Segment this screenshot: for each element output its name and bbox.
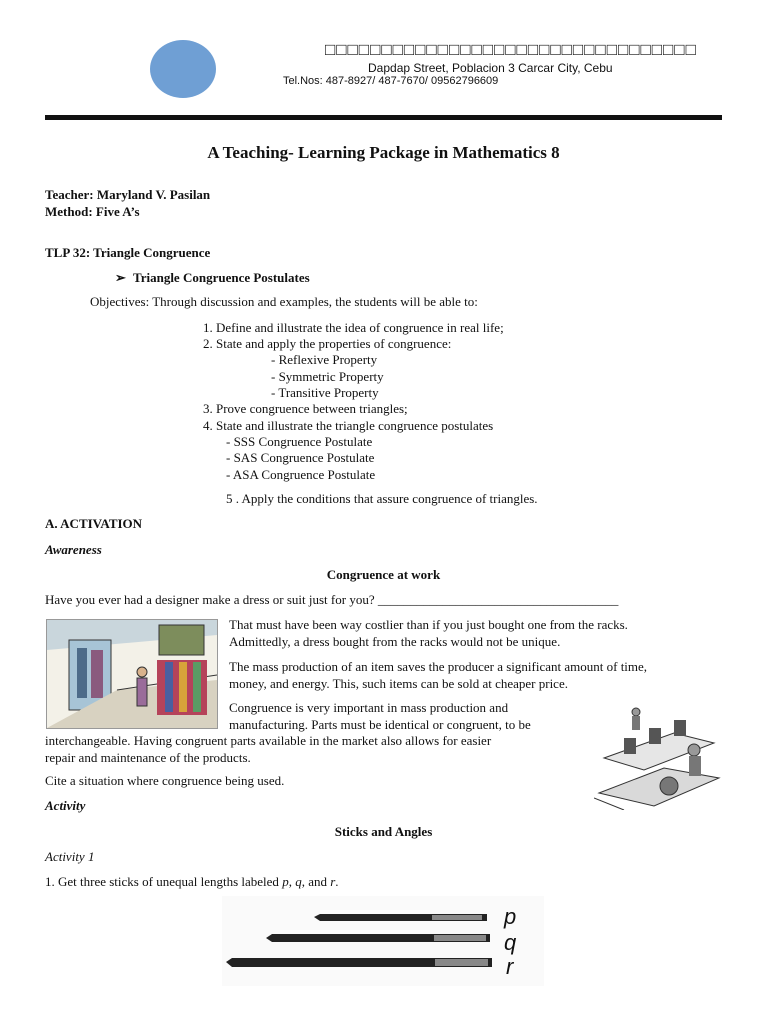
objectives-intro: Objectives: Through discussion and examples, the students will be able to: bbox=[90, 294, 478, 309]
postulate-sas: - SAS Congruence Postulate bbox=[226, 450, 375, 465]
activity-1-label: Activity 1 bbox=[45, 849, 95, 864]
cite-situation: Cite a situation where congruence being used. bbox=[45, 773, 285, 788]
header-divider bbox=[45, 115, 722, 120]
property-reflexive: - Reflexive Property bbox=[271, 352, 378, 367]
step-1-sep1: , bbox=[288, 874, 296, 889]
school-logo bbox=[150, 40, 216, 98]
stick-label-p: p bbox=[504, 904, 517, 929]
tlp-heading: TLP 32: Triangle Congruence bbox=[45, 245, 211, 260]
sticks-and-angles-heading: Sticks and Angles bbox=[334, 824, 433, 839]
awareness-heading: Awareness bbox=[45, 542, 102, 557]
sticks-drawing bbox=[222, 896, 544, 986]
postulate-asa: - ASA Congruence Postulate bbox=[226, 467, 376, 482]
school-name: □□□□□□□□□□□□□□□□□□□□□□□□□□□□□□□□□ bbox=[325, 40, 697, 59]
stick-p bbox=[314, 914, 487, 921]
stick-label-q: q bbox=[504, 930, 517, 955]
teacher-line: Teacher: Maryland V. Pasilan bbox=[45, 187, 211, 202]
factory-drawing bbox=[594, 698, 722, 810]
method-line: Method: Five A’s bbox=[45, 204, 140, 219]
topic-line bbox=[115, 270, 310, 286]
designer-question: Have you ever had a designer make a dress or suit just for you? _____________________________________ bbox=[45, 592, 619, 607]
step-1-q: q bbox=[295, 874, 302, 889]
paragraph-congruence-line2: manufacturing. Parts must be identical or congruent, to be bbox=[229, 717, 531, 732]
step-1-p: p bbox=[282, 874, 289, 889]
stick-q bbox=[266, 934, 490, 942]
objective-5: 5 . Apply the conditions that assure congruence of triangles. bbox=[226, 491, 538, 506]
dress-shop-drawing bbox=[47, 620, 217, 728]
sticks-illustration bbox=[222, 896, 544, 986]
paragraph-racks-line1: That must have been way costlier than if you just bought one from the racks. bbox=[229, 617, 628, 632]
school-address: Dapdap Street, Poblacion 3 Carcar City, Cebu bbox=[368, 61, 613, 75]
topic-text: Triangle Congruence Postulates bbox=[133, 270, 310, 285]
step-1-r: r bbox=[330, 874, 336, 889]
step-1-instruction bbox=[45, 874, 339, 890]
stick-label-r: r bbox=[506, 954, 514, 979]
property-transitive: - Transitive Property bbox=[271, 385, 379, 400]
paragraph-mass-line2: money, and energy. This, such items can be sold at cheaper price. bbox=[229, 676, 568, 691]
paragraph-congruence-line4: repair and maintenance of the products. bbox=[45, 750, 251, 765]
objective-2: 2. State and apply the properties of congruence: bbox=[203, 336, 452, 351]
factory-illustration bbox=[594, 698, 722, 810]
property-symmetric: - Symmetric Property bbox=[271, 369, 384, 384]
activity-heading: Activity bbox=[45, 798, 86, 813]
page-title: A Teaching- Learning Package in Mathematics 8 bbox=[207, 143, 560, 162]
step-1-end: . bbox=[335, 874, 339, 889]
step-1-text: 1. Get three sticks of unequal lengths labeled bbox=[45, 874, 283, 889]
stick-r bbox=[226, 958, 492, 967]
paragraph-mass-line1: The mass production of an item saves the producer a significant amount of time, bbox=[229, 659, 648, 674]
school-phones: Tel.Nos: 487-8927/ 487-7670/ 09562796609 bbox=[283, 75, 499, 87]
congruence-at-work-heading: Congruence at work bbox=[326, 567, 441, 582]
paragraph-racks bbox=[229, 616, 628, 650]
step-1-sep2: , and bbox=[301, 874, 331, 889]
paragraph-congruence-line3: interchangeable. Having congruent parts available in the market also allows for easier bbox=[45, 733, 492, 748]
arrow-bullet-icon: ➢ bbox=[115, 270, 126, 285]
section-activation: A. ACTIVATION bbox=[45, 516, 143, 531]
objective-1: 1. Define and illustrate the idea of congruence in real life; bbox=[203, 320, 504, 335]
paragraph-mass-production bbox=[229, 658, 647, 692]
paragraph-racks-line2: Admittedly, a dress bought from the racks would not be unique. bbox=[229, 634, 561, 649]
postulate-sss: - SSS Congruence Postulate bbox=[226, 434, 373, 449]
objective-3: 3. Prove congruence between triangles; bbox=[203, 401, 408, 416]
paragraph-congruence-line1: Congruence is very important in mass production and bbox=[229, 700, 509, 715]
objective-4: 4. State and illustrate the triangle congruence postulates bbox=[203, 418, 494, 433]
dress-shop-illustration bbox=[46, 619, 218, 729]
